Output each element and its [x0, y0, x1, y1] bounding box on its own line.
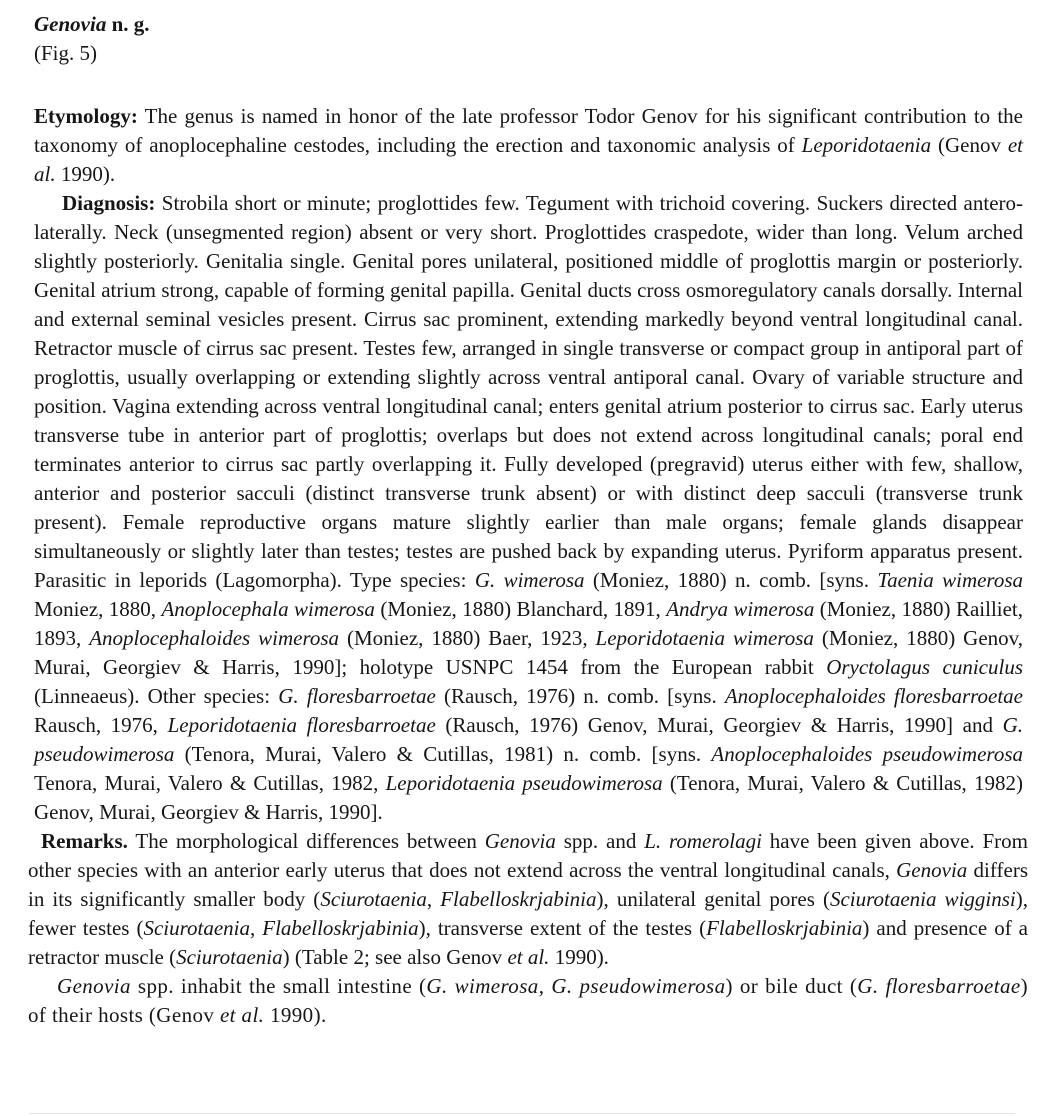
text-run: 1990). [55, 162, 116, 186]
text-run: ) and presence of a retractor muscle ( [28, 916, 1034, 969]
text-run: Diagnosis: [62, 191, 156, 215]
text-run: ), unilateral genital pores ( [596, 887, 830, 911]
text-run: The morphological differences between [127, 829, 485, 853]
text-run: spp. inhabit the small intestine ( [130, 974, 427, 998]
text-run: G. wimerosa [474, 568, 585, 592]
text-run: Flabelloskrjabinia [262, 916, 419, 940]
text-run: (Moniez, 1880) Railliet, 1893, [34, 597, 1029, 650]
text-run: Moniez, 1880, [34, 568, 1029, 621]
text-run: (Rausch, 1976) n. comb. [syns. [435, 684, 725, 708]
text-run: Sciurotaenia [176, 945, 283, 969]
text-run: G. floresbarroetae [278, 684, 436, 708]
text-run: Leporidotaenia floresbarroetae [167, 713, 436, 737]
text-run: , [426, 887, 441, 911]
figure-reference: (Fig. 5) [34, 41, 97, 65]
text-run: , [538, 974, 552, 998]
text-run: 1990). [549, 945, 609, 969]
text-run: Genovia [34, 12, 107, 36]
text-run: Andrya wimerosa [666, 597, 815, 621]
text-run: et al. [34, 133, 1029, 186]
text-run: Flabelloskrjabinia [706, 916, 863, 940]
text-run: Oryctolagus cuniculus [826, 655, 1023, 679]
text-run: Leporidotaenia pseudowimerosa [385, 771, 663, 795]
text-run: Sciurotaenia wigginsi [829, 887, 1016, 911]
text-run: The genus is named in honor of the late professor Todor Genov for his significant contribution to the taxonomy of anoplocephaline cestodes, including the erection and taxonomic analysis of [34, 104, 1029, 157]
text-run: Tenora, Murai, Valero & Cutillas, 1982, [34, 742, 1029, 795]
text-run: Remarks. [41, 829, 128, 853]
scan-artifact-line [30, 1113, 1015, 1114]
text-run: Sciurotaenia [143, 916, 250, 940]
text-run: Rausch, 1976, [34, 684, 1029, 737]
text-run: , [250, 916, 263, 940]
text-run: Anoplocephaloides wimerosa [89, 626, 340, 650]
text-run: (Tenora, Murai, Valero & Cutillas, 1982) Genov, Murai, Georgiev & Harris, 1990]. [34, 771, 1029, 824]
text-run: Genovia [896, 858, 968, 882]
text-run: ) (Table 2; see also Genov [282, 945, 508, 969]
text-run: (Moniez, 1880) n. comb. [syns. [584, 568, 878, 592]
text-run: (Moniez, 1880) Blanchard, 1891, [374, 597, 667, 621]
remarks-section [28, 827, 1034, 1030]
text-run: G. floresbarroetae [857, 974, 1021, 998]
habitat-paragraph [28, 972, 1034, 1030]
text-run: L. romerolagi [644, 829, 762, 853]
text-run: (Linneaeus). Other species: [34, 655, 1029, 708]
text-run: Flabelloskrjabinia [440, 887, 597, 911]
text-run: (Tenora, Murai, Valero & Cutillas, 1981) n. comb. [syns. [174, 742, 712, 766]
text-run: (Genov [931, 133, 1008, 157]
text-run: (Rausch, 1976) Genov, Murai, Georgiev & Harris, 1990] and [435, 713, 1003, 737]
text-run: G. pseudowimerosa [551, 974, 726, 998]
text-run: spp. and [555, 829, 645, 853]
diagnosis-paragraph [34, 189, 1029, 827]
text-run: ) of their hosts (Genov [28, 974, 1034, 1027]
text-run: 1990). [264, 1003, 327, 1027]
text-run: ), fewer testes ( [28, 887, 1034, 940]
text-run: G. wimerosa [426, 974, 539, 998]
text-run: Etymology: [34, 104, 138, 128]
text-run: Genovia [484, 829, 556, 853]
text-run: Anoplocephala wimerosa [161, 597, 375, 621]
text-run: have been given above. From other species with an anterior early uterus that does not extend across the ventral longitudinal canals, [28, 829, 1034, 882]
text-run: Sciurotaenia [320, 887, 427, 911]
text-run: Leporidotaenia [801, 133, 932, 157]
text-run: et al. [219, 1003, 265, 1027]
text-run: Anoplocephaloides pseudowimerosa [711, 742, 1023, 766]
etymology-paragraph [34, 102, 1029, 189]
text-run: ), transverse extent of the testes ( [418, 916, 707, 940]
text-run: Leporidotaenia wimerosa [595, 626, 814, 650]
genus-heading [34, 10, 1023, 39]
text-run: n. g. [106, 12, 150, 36]
text-run: (Moniez, 1880) Baer, 1923, [339, 626, 596, 650]
text-run: (Moniez, 1880) Genov, Murai, Georgiev & Harris, 1990]; holotype USNPC 1454 from the European rabbit [34, 626, 1029, 679]
remarks-paragraph [28, 827, 1034, 972]
text-run: differs in its significantly smaller body ( [28, 858, 1034, 911]
text-run: ) or bile duct ( [725, 974, 858, 998]
text-run: Anoplocephaloides floresbarroetae [724, 684, 1024, 708]
text-run: Taenia wimerosa [877, 568, 1023, 592]
text-run: et al. [507, 945, 550, 969]
text-run: Strobila short or minute; proglottides few. Tegument with trichoid covering. Suckers directed antero-laterally. Neck (unsegmented region) absent or very short. Proglottides craspedote, wider than long. Velum arched slightly posteriorly. Genitalia single. Genital pores unilateral, positioned middle of proglottis margin or posteriorly. Genital atrium strong, capable of forming genital papilla. Genital ducts cross osmoregulatory canals dorsally. Internal and external seminal vesicles present. Cirrus sac prominent, extending markedly beyond ventral longitudinal canal. Retractor muscle of cirrus sac present. Testes few, arranged in single transverse or compact group in antiporal part of proglottis, usually overlapping or extending slightly across ventral antiporal canal. Ovary of variable structure and position. Vagina extending across ventral longitudinal canal; enters genital atrium posterior to cirrus sac. Early uterus transverse tube in anterior part of proglottis; overlaps but does not extend across longitudinal canals; poral end terminates anterior to cirrus sac partly overlapping it. Fully developed (pregravid) uterus either with few, shallow, anterior and posterior sacculi (distinct transverse trunk absent) or with distinct deep sacculi (transverse trunk present). Female reproductive organs mature slightly earlier than male organs; female glands disappear simultaneously or slightly later than testes; testes are pushed back by expanding uterus. Pyriform apparatus present. Parasitic in leporids (Lagomorpha). Type species: [34, 191, 1029, 592]
text-run: Genovia [57, 974, 131, 998]
text-run: G. pseudowimerosa [34, 713, 1029, 766]
